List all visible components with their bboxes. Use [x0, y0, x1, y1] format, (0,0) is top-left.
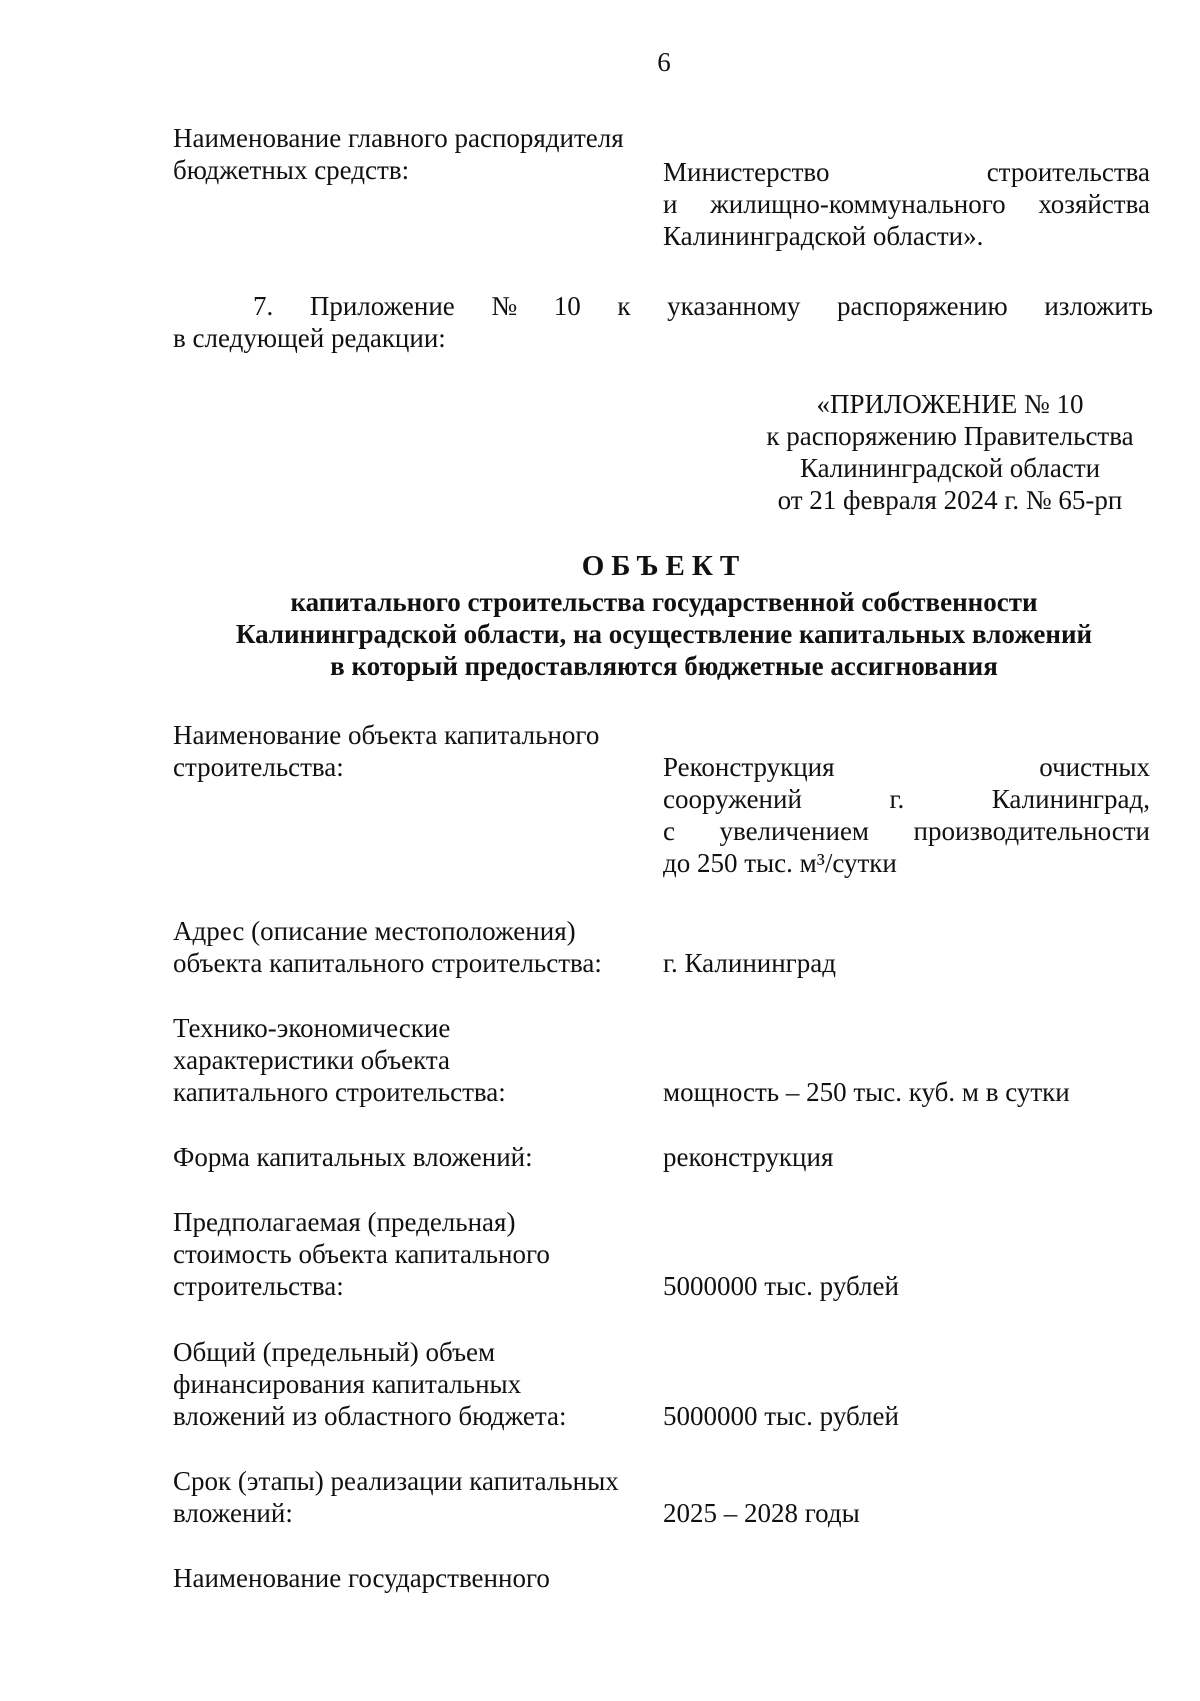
appendix-header: [700, 388, 1200, 516]
word: сооружений: [663, 784, 802, 814]
value-line: [663, 156, 1150, 188]
value-line: [663, 188, 1150, 220]
label-line: объекта капитального строительства:: [173, 948, 602, 978]
form-value: реконструкция: [663, 1142, 834, 1172]
label-line: Общий (предельный) объем: [173, 1337, 496, 1367]
label-line: Технико-экономические: [173, 1013, 451, 1043]
address-label: [173, 915, 653, 979]
word: строительства: [986, 157, 1150, 187]
word: с: [663, 816, 675, 846]
label-line: Адрес (описание местоположения): [173, 916, 576, 946]
appendix-line: к распоряжению Правительства: [766, 421, 1134, 451]
word: 10: [553, 291, 581, 321]
paragraph-7: [173, 290, 1153, 354]
page-number: 6: [657, 47, 671, 77]
label-line: строительства:: [173, 1271, 344, 1301]
tech-value: [663, 1076, 1150, 1108]
word: Приложение: [309, 291, 455, 321]
label-line: финансирования капитальных: [173, 1369, 522, 1399]
value-line: 2025 – 2028 годы: [663, 1498, 860, 1528]
label-line: вложений из областного бюджета:: [173, 1401, 567, 1431]
value-line: [663, 815, 1150, 847]
value-line: [663, 783, 1150, 815]
word: 7.: [253, 291, 274, 321]
word: жилищно-коммунального: [710, 189, 1006, 219]
object-title-line: Калининградской области, на осуществление капитальных вложений: [235, 619, 1093, 649]
word: №: [491, 291, 518, 321]
word: Министерство: [663, 157, 830, 187]
word: производительности: [913, 816, 1150, 846]
word: и: [663, 189, 678, 219]
value-line: 5000000 тыс. рублей: [663, 1401, 899, 1431]
appendix-line: от 21 февраля 2024 г. № 65-рп: [777, 485, 1123, 515]
object-title-line: в который предоставляются бюджетные ассигнования: [330, 651, 998, 681]
label-line: стоимость объекта капитального: [173, 1239, 550, 1269]
word: указанному: [667, 291, 801, 321]
label-line: строительства:: [173, 752, 344, 782]
label-line: Предполагаемая (предельная): [173, 1207, 516, 1237]
form-label: Форма капитальных вложений:: [173, 1142, 533, 1172]
word: Реконструкция: [663, 752, 835, 782]
label-line: Срок (этапы) реализации капитальных: [173, 1466, 619, 1496]
label-line: вложений:: [173, 1498, 293, 1528]
chief-manager-value: [663, 156, 1150, 252]
funding-value: [663, 1400, 1150, 1432]
word: Калининград,: [991, 784, 1150, 814]
value-line: Калининградской области».: [663, 221, 984, 251]
value-line: до 250 тыс. м³/сутки: [663, 848, 897, 878]
label-line: капитального строительства:: [173, 1077, 506, 1107]
funding-label: [173, 1336, 653, 1432]
cost-value: [663, 1270, 1150, 1302]
address-value: [663, 947, 1150, 979]
word: к: [617, 291, 631, 321]
object-heading: ОБЪЕКТ: [581, 550, 747, 582]
object-name-label: [173, 719, 653, 783]
word: увеличением: [719, 816, 870, 846]
label-line: Наименование объекта капитального: [173, 720, 600, 750]
term-value: [663, 1497, 1150, 1529]
object-title-line: капитального строительства государственной собственности: [290, 587, 1038, 617]
value-line: мощность – 250 тыс. куб. м в сутки: [663, 1077, 1070, 1107]
label-line: Наименование главного распорядителя: [173, 123, 624, 153]
label-line: бюджетных средств:: [173, 155, 410, 185]
word: г.: [889, 784, 905, 814]
appendix-line: «ПРИЛОЖЕНИЕ № 10: [816, 389, 1084, 419]
word: хозяйства: [1038, 189, 1150, 219]
word: распоряжению: [837, 291, 1008, 321]
paragraph-line: [173, 290, 1153, 322]
tech-label: [173, 1012, 653, 1108]
chief-manager-label: [173, 122, 653, 186]
word: очистных: [1039, 752, 1150, 782]
cost-label: [173, 1206, 653, 1302]
value-line: 5000000 тыс. рублей: [663, 1271, 899, 1301]
value-line: [663, 751, 1150, 783]
label-line: характеристики объекта: [173, 1045, 451, 1075]
object-title: [0, 550, 1200, 682]
appendix-line: Калининградской области: [799, 453, 1101, 483]
object-name-value: [663, 751, 1150, 879]
value-line: г. Калининград: [663, 948, 836, 978]
paragraph-line: в следующей редакции:: [173, 323, 446, 353]
term-label: [173, 1465, 653, 1529]
customer-label: Наименование государственного: [173, 1563, 550, 1593]
word: изложить: [1044, 291, 1153, 321]
